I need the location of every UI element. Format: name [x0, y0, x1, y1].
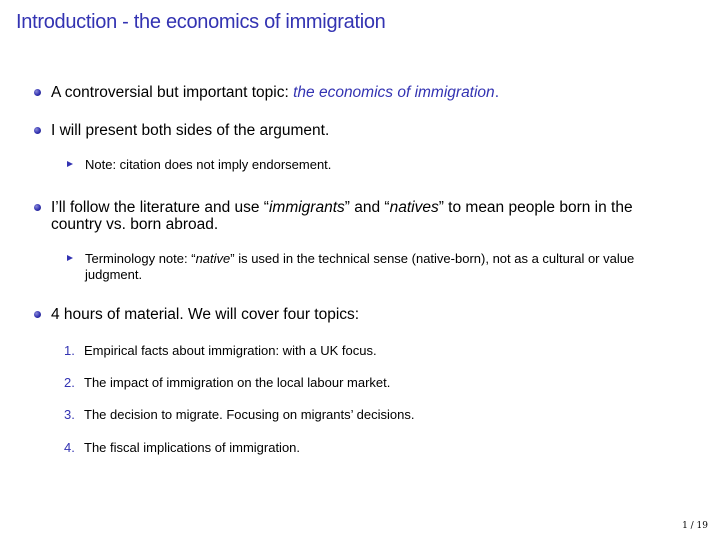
bullet-3 [51, 199, 701, 233]
bullet-4: 4 hours of material. We will cover four topics: [51, 306, 360, 323]
bullet-icon [34, 204, 41, 211]
topic-item: The fiscal implications of immigration. [84, 440, 301, 455]
topic-item: The impact of immigration on the local labour market. [84, 375, 391, 390]
bullet-1-text: A controversial but important topic: [51, 84, 294, 101]
topic-number: 2. [64, 375, 75, 390]
bullet-3-part: ” to mean people born in the [438, 199, 633, 216]
topic-number: 3. [64, 407, 75, 422]
bullet-3-emphasis: natives [389, 199, 439, 216]
bullet-1-emphasis: the economics of immigration [293, 84, 495, 101]
bullet-3-sub [85, 251, 705, 283]
bullet-3-sub-emphasis: native [195, 251, 231, 266]
sub-bullet-icon [67, 255, 73, 261]
topic-item: The decision to migrate. Focusing on migrants’ decisions. [84, 407, 415, 422]
bullet-icon [34, 89, 41, 96]
slide-title: Introduction - the economics of immigration [16, 11, 386, 33]
bullet-3-emphasis: immigrants [268, 199, 345, 216]
bullet-3-sub-part: ” is used in the technical sense (native-born), not as a cultural or value [230, 251, 635, 266]
sub-bullet-icon [67, 161, 73, 167]
bullet-3-part: I’ll follow the literature and use “ [51, 199, 269, 216]
bullet-3-line2: country vs. born abroad. [51, 216, 219, 233]
topic-item: Empirical facts about immigration: with a UK focus. [84, 343, 377, 358]
bullet-3-sub-part: Terminology note: “ [85, 251, 196, 266]
bullet-1-end: . [494, 84, 499, 101]
bullet-2: I will present both sides of the argument. [51, 122, 330, 139]
page-number: 1 / 19 [682, 521, 708, 531]
bullet-icon [34, 311, 41, 318]
bullet-icon [34, 127, 41, 134]
bullet-1 [51, 84, 499, 101]
bullet-2-sub: Note: citation does not imply endorsement. [85, 157, 332, 172]
bullet-3-part: ” and “ [344, 199, 390, 216]
topic-number: 1. [64, 343, 75, 358]
bullet-3-sub-line2: judgment. [85, 267, 143, 282]
topic-number: 4. [64, 440, 75, 455]
